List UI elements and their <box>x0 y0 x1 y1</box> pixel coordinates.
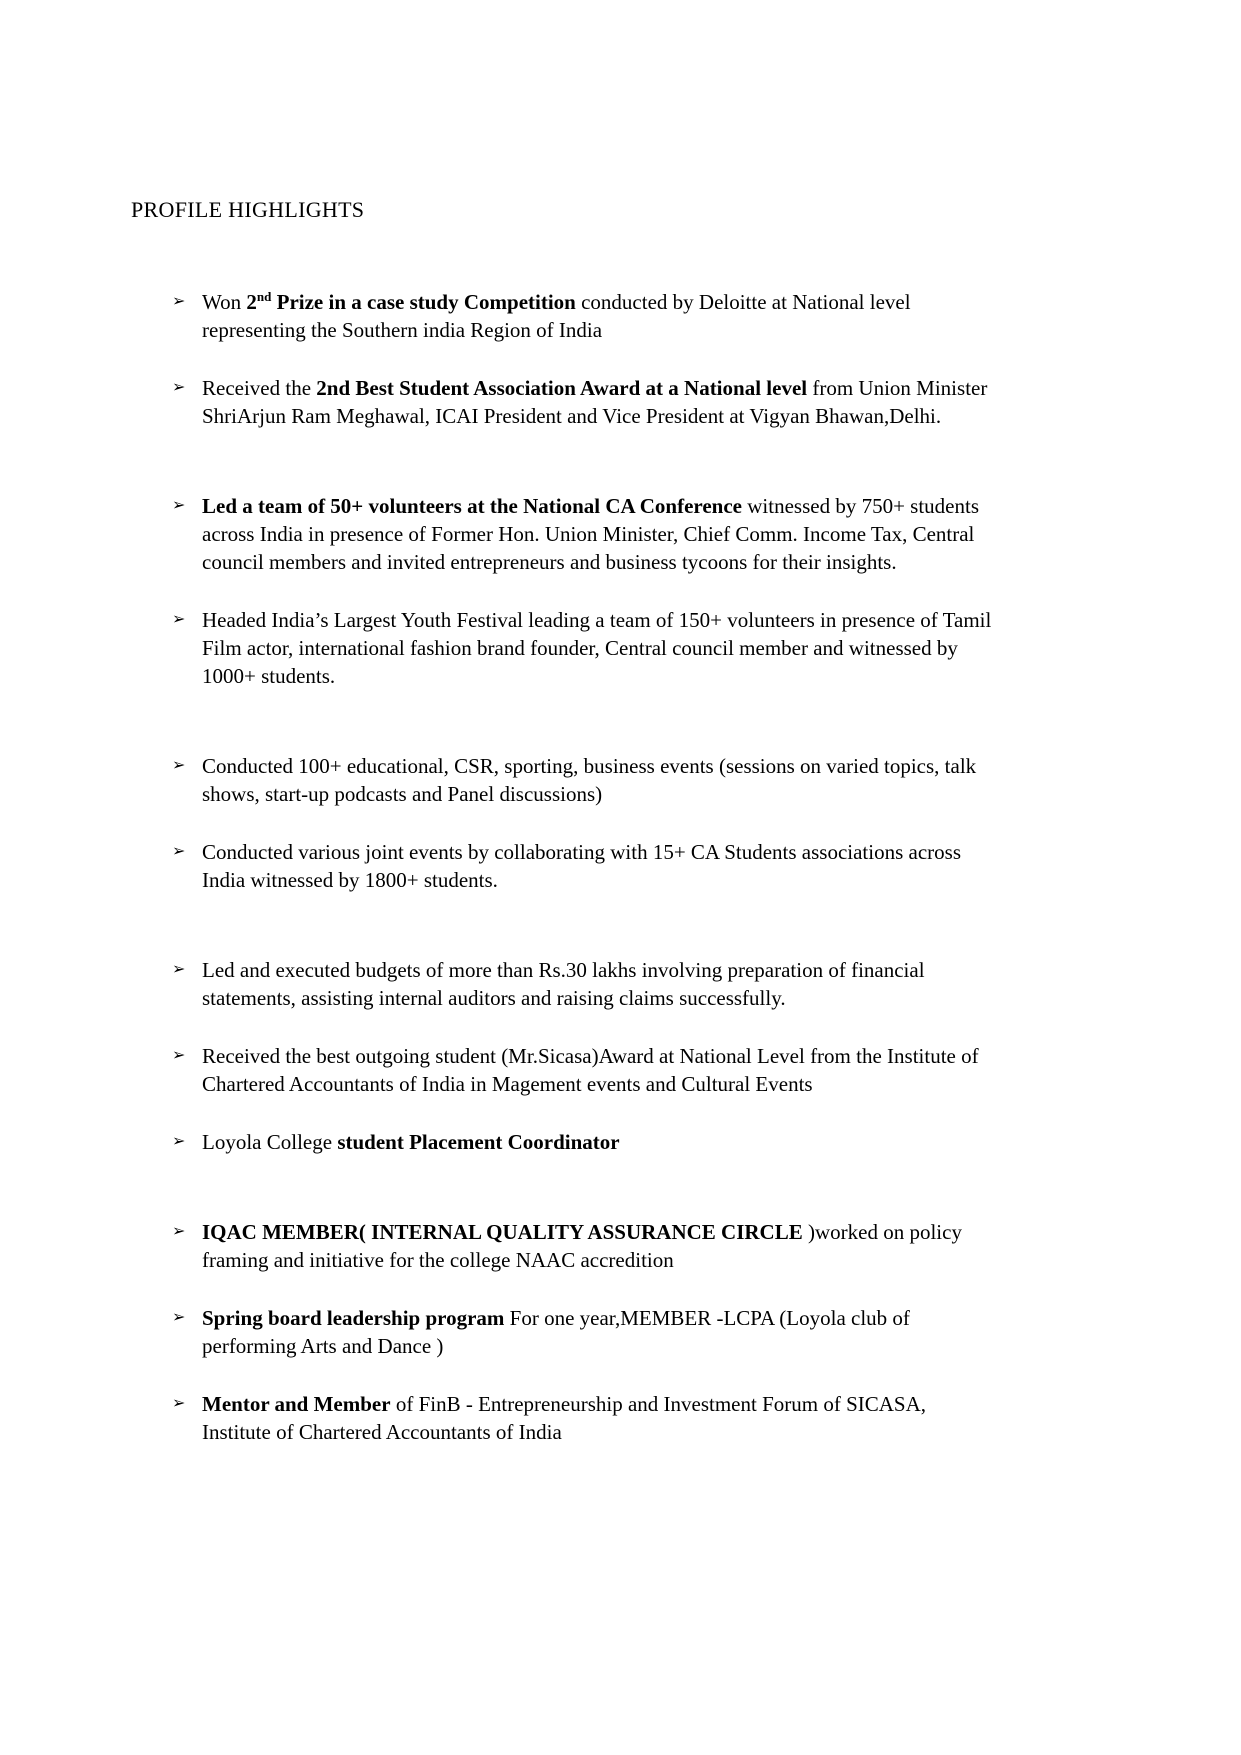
bullet-text <box>202 1220 962 1272</box>
text-run: witnessed by 750+ students across India in presence of Former Hon. Union Minister, Chief Comm. Income Tax, Central council members and invited entrepreneurs and business tycoons for their insights. <box>202 494 980 574</box>
text-run: Loyola College <box>202 1130 338 1154</box>
bullet-text <box>202 290 911 342</box>
text-run: Led a team of 50+ volunteers at the National CA Conference <box>202 494 743 518</box>
bullet-text <box>202 1130 620 1154</box>
list-item <box>172 838 997 894</box>
bullet-arrow-icon: ➢ <box>172 1307 186 1326</box>
bullet-text <box>202 376 987 428</box>
text-run: Received the best outgoing student (Mr.Sicasa)Award at National Level from the Institute of Chartered Accountants of India in Magement events and Cultural Events <box>202 1044 979 1096</box>
text-run: )worked on policy framing and initiative for the college NAAC accredition <box>202 1220 962 1272</box>
text-run: Mentor and Member <box>202 1392 391 1416</box>
text-run: Won <box>202 290 247 314</box>
bullet-text <box>202 1306 910 1358</box>
bullet-text <box>202 1392 926 1444</box>
bullet-text <box>202 840 961 892</box>
bullet-arrow-icon: ➢ <box>172 1221 186 1240</box>
bullet-arrow-icon: ➢ <box>172 755 186 774</box>
text-run: of FinB - Entrepreneurship and Investment Forum of SICASA, Institute of Chartered Accountants of India <box>202 1392 927 1444</box>
bullet-text <box>202 608 991 688</box>
list-item <box>172 1218 997 1274</box>
text-run: 2nd Best Student Association Award at a National level <box>316 376 808 400</box>
list-item <box>172 606 997 690</box>
list-item <box>172 1390 997 1446</box>
text-run: Led and executed budgets of more than Rs.30 lakhs involving preparation of financial statements, assisting internal auditors and raising claims successfully. <box>202 958 925 1010</box>
text-run: Received the <box>202 376 317 400</box>
list-item <box>172 374 997 430</box>
bullet-text <box>202 494 979 574</box>
bullet-arrow-icon: ➢ <box>172 1131 186 1150</box>
text-run: Conducted 100+ educational, CSR, sporting, business events (sessions on varied topics, talk shows, start-up podcasts and Panel discussions) <box>202 754 977 806</box>
bullet-list <box>131 288 1011 1446</box>
bullet-arrow-icon: ➢ <box>172 1393 186 1412</box>
text-run: Prize in a case study Competition <box>271 290 576 314</box>
bullet-text <box>202 958 925 1010</box>
list-item <box>172 492 997 576</box>
text-run: Conducted various joint events by collaborating with 15+ CA Students associations across India witnessed by 1800+ students. <box>202 840 961 892</box>
bullet-arrow-icon: ➢ <box>172 841 186 860</box>
list-item <box>172 1304 997 1360</box>
text-run: nd <box>256 289 272 304</box>
text-run: from Union Minister ShriArjun Ram Meghawal, ICAI President and Vice President at Vigyan Bhawan,Delhi. <box>202 376 988 428</box>
text-run: IQAC MEMBER( INTERNAL QUALITY ASSURANCE CIRCLE <box>202 1220 803 1244</box>
list-item <box>172 288 997 344</box>
document-content <box>131 196 1011 1446</box>
bullet-arrow-icon: ➢ <box>172 291 186 310</box>
list-item <box>172 1128 997 1156</box>
bullet-arrow-icon: ➢ <box>172 377 186 396</box>
bullet-text <box>202 1044 979 1096</box>
bullet-text <box>202 754 976 806</box>
list-item <box>172 1042 997 1098</box>
text-run: conducted by Deloitte at National level representing the Southern india Region of India <box>202 290 911 342</box>
bullet-arrow-icon: ➢ <box>172 959 186 978</box>
text-run: Spring board leadership program <box>202 1306 505 1330</box>
text-run: Headed India’s Largest Youth Festival leading a team of 150+ volunteers in presence of Tamil Film actor, international fashion brand founder, Central council member and witnessed by 1000+ students. <box>202 608 992 688</box>
text-run: For one year,MEMBER -LCPA (Loyola club of performing Arts and Dance ) <box>202 1306 910 1358</box>
bullet-arrow-icon: ➢ <box>172 1045 186 1064</box>
bullet-arrow-icon: ➢ <box>172 495 186 514</box>
bullet-arrow-icon: ➢ <box>172 609 186 628</box>
list-item <box>172 956 997 1012</box>
list-item <box>172 752 997 808</box>
text-run: 2 <box>246 290 257 314</box>
text-run: student Placement Coordinator <box>337 1130 620 1154</box>
page-title: PROFILE HIGHLIGHTS <box>131 197 365 222</box>
